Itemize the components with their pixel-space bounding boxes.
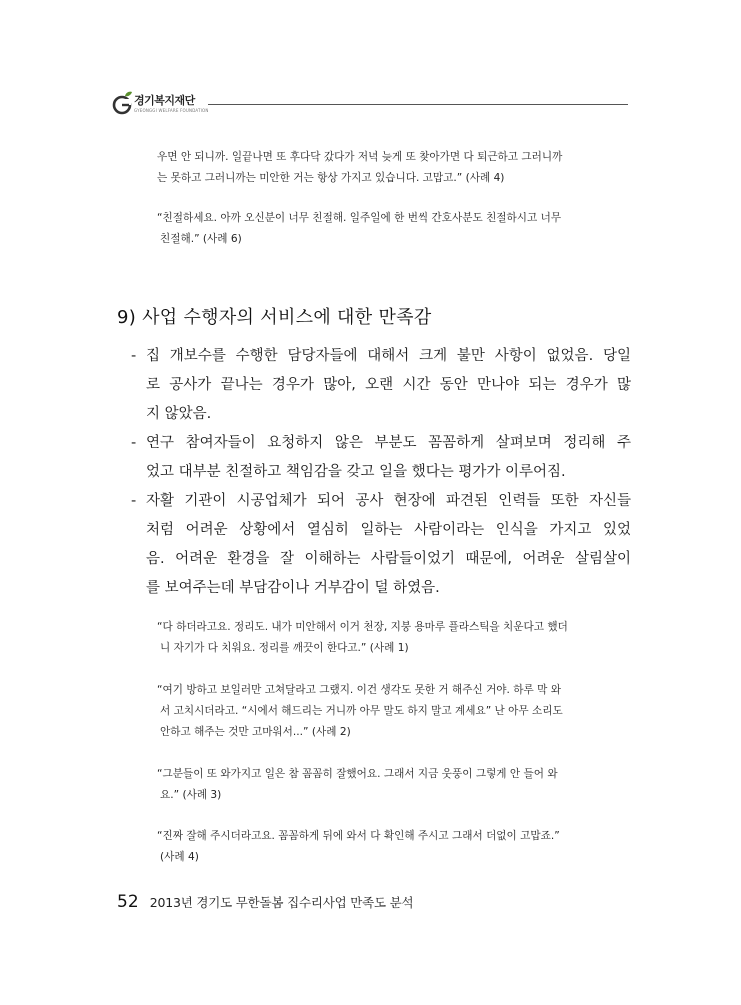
quote-line: 요.” (사례 3) [160, 789, 222, 801]
bullet-item [131, 487, 631, 603]
quote-line: “그분들이 또 와가지고 일은 참 꼼꼼히 잘했어요. 그래서 지금 웃풍이 그렇게 안 들어 와 [157, 768, 558, 780]
page-number: 52 [117, 892, 139, 912]
quote-line: (사례 4) [160, 851, 199, 863]
bullet-line: 지 않았음. [146, 406, 212, 422]
bullet-line: 연구 참여자들이 요청하지 않은 부분도 꼼꼼하게 살펴보며 정리해 주 [146, 435, 631, 451]
bullet-line: 로 공사가 끝나는 경우가 많아, 오랜 시간 동안 만나야 되는 경우가 많 [146, 377, 631, 393]
bullet-dash: - [131, 493, 137, 509]
bullet-dash: - [131, 435, 137, 451]
quote-case-6 [157, 208, 615, 250]
header-rule [208, 104, 628, 105]
bullet-line: 었고 대부분 친절하고 책임감을 갖고 일을 했다는 평가가 이루어짐. [146, 464, 566, 480]
page-footer [117, 892, 413, 912]
quote-line: 는 못하고 그러니까는 미안한 거는 항상 가지고 있습니다. 고맙고.” (사례 4) [157, 172, 505, 184]
bullet-list [131, 342, 631, 603]
bullet-line: 자활 기관이 시공업체가 되어 공사 현장에 파견된 인력들 또한 자신들 [146, 493, 631, 509]
quote-case-1 [157, 617, 615, 659]
quote-case-4 [157, 826, 615, 868]
logo-text: 경기복지재단 [134, 94, 195, 107]
quote-line: 안하고 해주는 것만 고마워서...” (사례 2) [160, 726, 351, 738]
bullet-item [131, 342, 631, 429]
logo-subtext: GYEONGGI WELFARE FOUNDATION [134, 108, 209, 113]
page-header [112, 86, 628, 122]
quote-line: “진짜 잘해 주시더라고요. 꼼꼼하게 뒤에 와서 다 확인해 주시고 그래서 더없이 고맙죠.” [157, 830, 560, 842]
quote-line: “여기 방하고 보일러만 고쳐달라고 그랬지. 이건 생각도 못한 거 해주신 거야. 하루 막 와 [157, 684, 561, 696]
quote-line: “친절하세요. 아까 오신분이 너무 친절해. 일주일에 한 번씩 간호사분도 친절하시고 너무 [157, 212, 562, 224]
bullet-line: 처럼 어려운 상황에서 열심히 일하는 사람이라는 인식을 가지고 있었 [146, 522, 631, 538]
bullet-line: 를 보여주는데 부담감이나 거부감이 덜 하였음. [146, 580, 440, 596]
quote-case-3 [157, 764, 615, 806]
bullet-line: 음. 어려운 환경을 잘 이해하는 사람들이었기 때문에, 어려운 살림살이 [146, 551, 631, 567]
footer-title: 2013년 경기도 무한돌봄 집수리사업 만족도 분석 [149, 895, 414, 910]
bullet-dash: - [131, 348, 137, 364]
bullet-line: 집 개보수를 수행한 담당자들에 대해서 크게 불만 사항이 없었음. 당일 [146, 348, 631, 364]
quote-line: 우면 안 되니까. 일끝나면 또 후다닥 갔다가 저녁 늦게 또 찾아가면 다 퇴근하고 그러니까 [157, 151, 563, 163]
quote-line: 친절해.” (사례 6) [160, 233, 242, 245]
quote-line: 니 자기가 다 치워요. 정리를 깨끗이 한다고.” (사례 1) [160, 642, 409, 654]
quote-line: 서 고치시더라고. “시에서 해드리는 거니까 아무 말도 하지 말고 계세요” 난 아무 소리도 [160, 705, 563, 717]
quote-continuation [157, 147, 615, 189]
section-title: 9) 사업 수행자의 서비스에 대한 만족감 [117, 307, 432, 328]
quote-case-2 [157, 680, 615, 743]
bullet-item [131, 429, 631, 487]
quote-line: “다 하더라고요. 정리도. 내가 미안해서 이거 천장, 지붕 용마루 플라스틱을 치운다고 했더 [157, 621, 568, 633]
foundation-logo-icon [112, 90, 134, 116]
